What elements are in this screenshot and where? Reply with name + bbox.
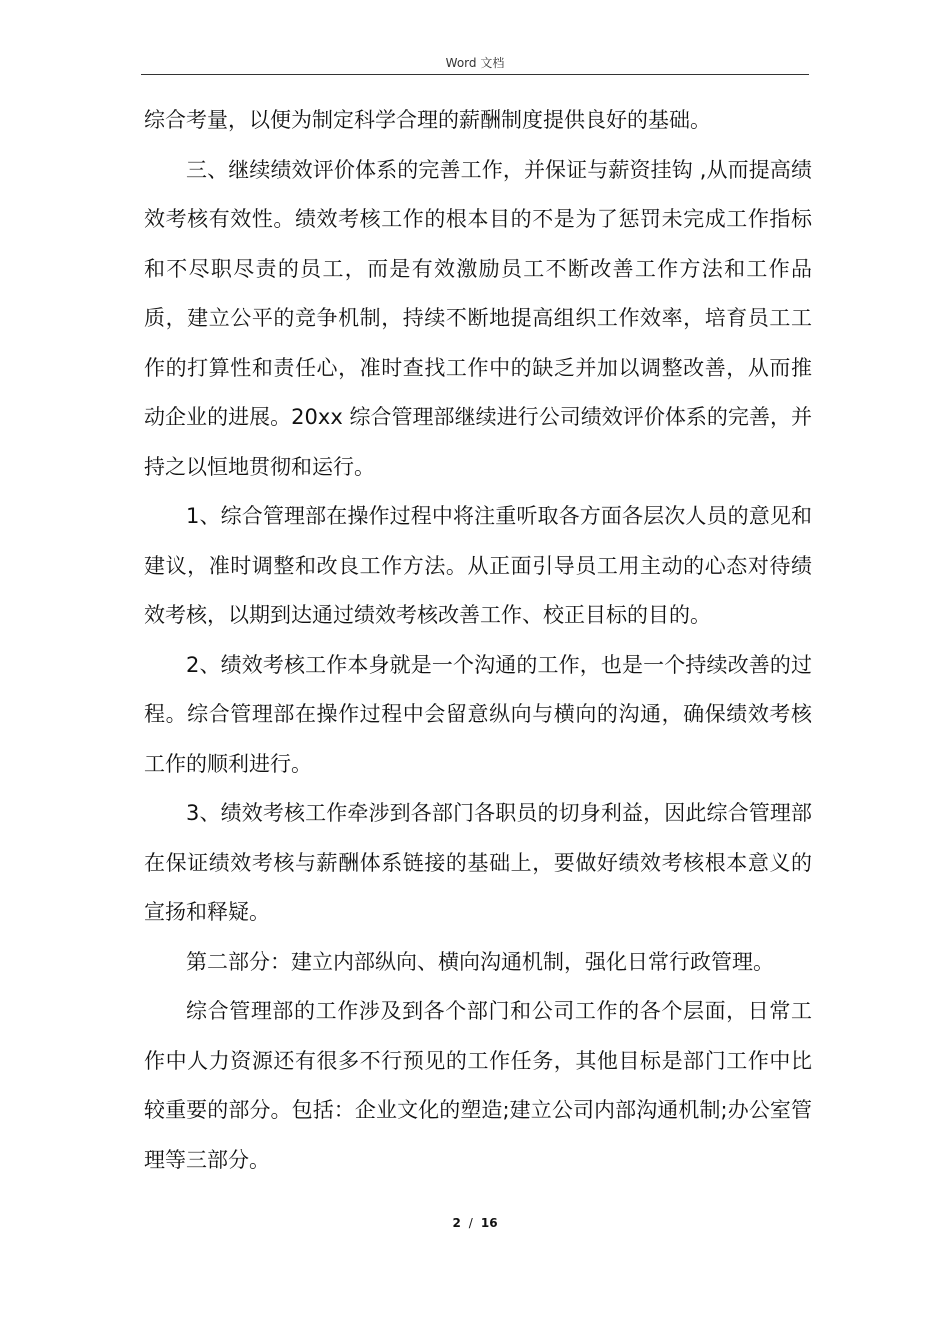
paragraph-continuation: 综合考量，以便为制定科学合理的薪酬制度提供良好的基础。 [144, 108, 711, 132]
paragraph-item-3: 3、绩效考核工作牵涉到各部门各职员的切身利益，因此综合管理部在保证绩效考核与薪酬体系链接的基础上，要做好绩效考核根本意义的宣扬和释疑。 [144, 801, 812, 924]
paragraph-item-1: 1、综合管理部在操作过程中将注重听取各方面各层次人员的意见和建议，准时调整和改良工作方法。从正面引导员工用主动的心态对待绩效考核，以期到达通过绩效考核改善工作、校正目标的目的。 [144, 504, 812, 627]
page-footer [0, 1216, 950, 1230]
paragraph-section-three: 三、继续绩效评价体系的完善工作，并保证与薪资挂钩 ,从而提高绩效考核有效性。绩效考核工作的根本目的不是为了惩罚未完成工作指标和不尽职尽责的员工，而是有效激励员工不断改善工作方法和工作品质，建立公平的竞争机制，持续不断地提高组织工作效率，培育员工工作的打算性和责任心，准时查找工作中的缺乏并加以调整改善，从而推动企业的进展。20xx 综合管理部继续进行公司绩效评价体系的完善，并持之以恒地贯彻和运行。 [144, 157, 812, 479]
page-header [141, 54, 809, 75]
paragraph-part-two-body: 综合管理部的工作涉及到各个部门和公司工作的各个层面，日常工作中人力资源还有很多不行预见的工作任务，其他目标是部门工作中比较重要的部分。包括：企业文化的塑造;建立公司内部沟通机制;办公室管理等三部分。 [144, 999, 812, 1172]
paragraph-part-two-heading: 第二部分：建立内部纵向、横向沟通机制，强化日常行政管理。 [186, 949, 774, 974]
page-separator: / [468, 1216, 473, 1230]
paragraph-item-2: 2、绩效考核工作本身就是一个沟通的工作，也是一个持续改善的过程。综合管理部在操作过程中会留意纵向与横向的沟通，确保绩效考核工作的顺利进行。 [144, 652, 812, 776]
current-page-number: 2 [452, 1216, 461, 1230]
header-title: Word 文档 [445, 56, 505, 70]
document-body [144, 96, 812, 1185]
total-pages-number: 16 [480, 1216, 498, 1230]
